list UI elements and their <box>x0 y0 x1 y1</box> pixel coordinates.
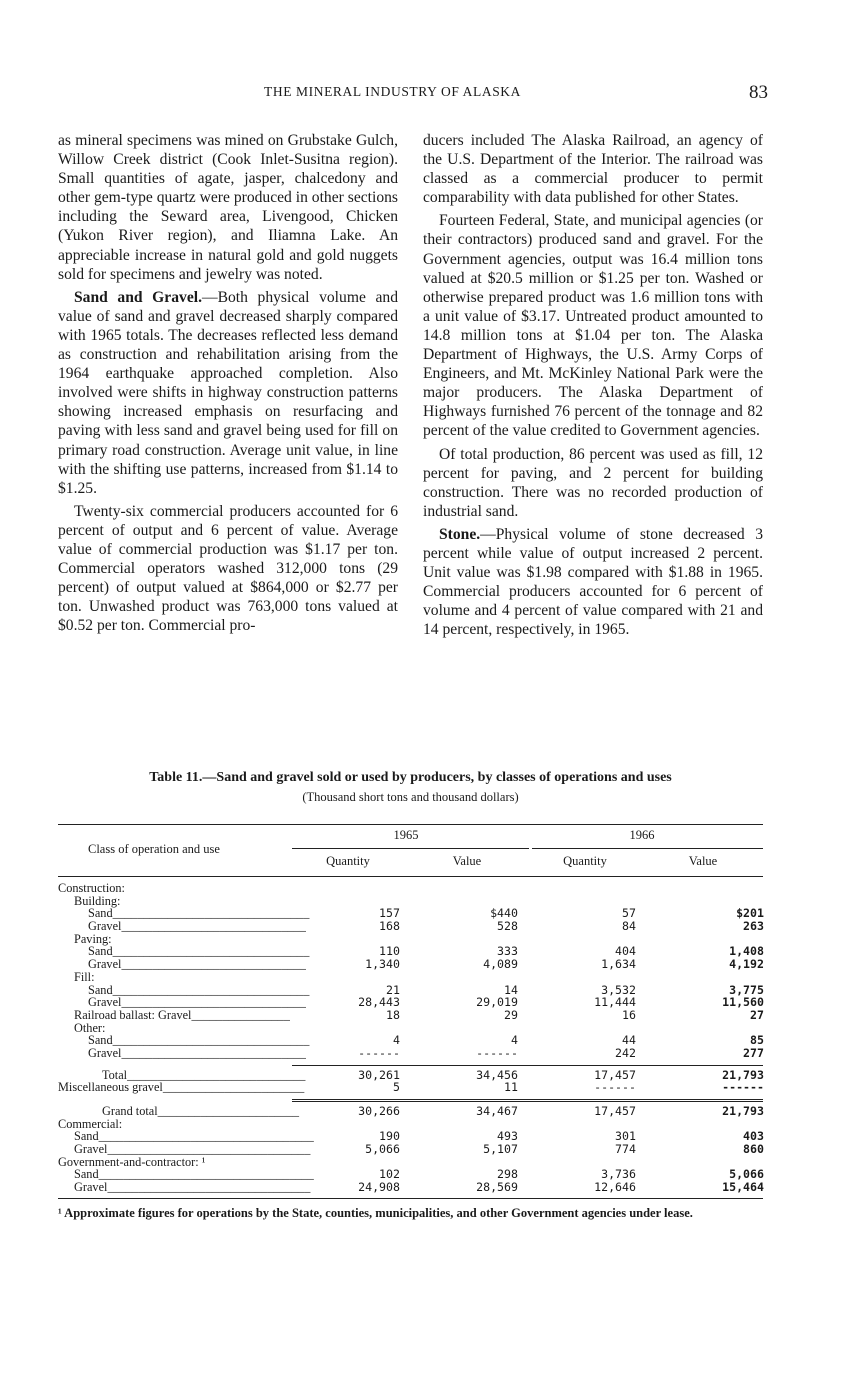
table-bottom-rule <box>58 1198 763 1199</box>
row-label: Miscellaneous gravel_______________________ <box>58 1080 305 1095</box>
grand-total-rule <box>292 1099 763 1102</box>
table-cell: 5 <box>393 1080 400 1095</box>
row-label: Railroad ballast: Gravel________________ <box>74 1007 290 1022</box>
column-header-quantity: Quantity <box>326 854 370 868</box>
column-header-1965: 1965 <box>393 828 419 842</box>
column-header-value: Value <box>452 854 482 868</box>
table-cell: 14 <box>504 982 518 997</box>
table-row <box>58 1081 763 1094</box>
table-cell: ------ <box>358 1045 400 1060</box>
paragraph-text: —Physical volume of stone decreased 3 percent while value of output increased 2 percent. Unit value was $1.98 compared with $1.88 in 1965. Commercial producers accounted for 6 percent of volume and 4 percent of value compared with 21 and 14 percent, respectively, in 1965. <box>423 525 763 639</box>
page-header <box>58 84 770 108</box>
table-cell: 34,456 <box>476 1067 518 1082</box>
table-row <box>58 1009 763 1022</box>
table-cell: 168 <box>379 919 400 934</box>
table-cell: 528 <box>497 919 518 934</box>
table-row <box>58 971 763 984</box>
column-header-value: Value <box>688 854 718 868</box>
paragraph: Fourteen Federal, State, and municipal agencies (or their contractors) produced sand and gravel. For the Government agencies, output was 16.4 million tons valued at $20.5 million or $1.25 per ton. Washed or otherwise prepared product was 1.6 million tons with a unit value of $3.17. Untreated product amounted to 14.8 million tons at $1.04 per ton. The Alaska Department of Highways, the U.S. Army Corps of Engineers, and Mt. McKinley National Park were the major producers. The Alaska Department of Highways furnished 76 percent of the tonnage and 82 percent of the value credited to Government agencies. <box>423 212 763 440</box>
table-cell: ------ <box>594 1080 636 1095</box>
table-cell: 30,266 <box>358 1104 400 1118</box>
paragraph: Twenty-six commercial producers accounted for 6 percent of output and 6 percent of value. Average value of commercial production was $1.17 per ton. Commercial operators washed 312,000 tons (29 percent) of output valued at $864,000 or $2.77 per ton. Unwashed product was 763,000 tons valued at $0.52 per ton. Commercial pro- <box>58 502 398 635</box>
table-cell: 493 <box>497 1129 518 1144</box>
row-label: Gravel_________________________________ <box>74 1180 311 1195</box>
table-cell: 102 <box>379 1167 400 1182</box>
section-heading: Sand and Gravel. <box>74 288 202 306</box>
table-cell: 190 <box>379 1129 400 1144</box>
section-heading: Stone. <box>439 525 481 543</box>
table-cell: 157 <box>379 906 400 921</box>
table-cell: 17,457 <box>594 1104 636 1118</box>
table-row <box>58 1143 763 1156</box>
table-cell: 21,793 <box>722 1104 764 1118</box>
table-cell: 84 <box>622 919 636 934</box>
row-label: Sand___________________________________ <box>74 1129 314 1144</box>
table-cell: 24,908 <box>358 1180 400 1195</box>
row-label: Gravel______________________________ <box>88 1045 306 1060</box>
row-label: Fill: <box>74 969 95 984</box>
row-label: Building: <box>74 893 121 908</box>
table-cell: 30,261 <box>358 1067 400 1082</box>
table-cell: 28,569 <box>476 1180 518 1195</box>
table-cell: 301 <box>615 1129 636 1144</box>
table-cell: 18 <box>386 1007 400 1022</box>
table-cell: 1,340 <box>365 957 400 972</box>
table-cell: 29 <box>504 1007 518 1022</box>
table-title: Table 11.—Sand and gravel sold or used by producers, by classes of operations and uses <box>149 770 672 785</box>
row-label: Gravel______________________________ <box>88 995 306 1010</box>
table-cell: 17,457 <box>594 1067 636 1082</box>
paragraph <box>58 288 398 498</box>
table-row <box>58 996 763 1009</box>
paragraph: ducers included The Alaska Railroad, an agency of the U.S. Department of the Interior. The railroad was classed as a commercial producer to permit comparability with data published for other States. <box>423 132 763 207</box>
table-header-rule <box>58 876 763 877</box>
row-label: Paving: <box>74 931 112 946</box>
table-cell: 5,066 <box>729 1167 764 1182</box>
row-label: Construction: <box>58 881 125 895</box>
table-cell: 1,634 <box>601 957 636 972</box>
table-row <box>58 882 763 895</box>
table-cell: 57 <box>622 906 636 921</box>
paragraph <box>423 525 763 640</box>
row-label: Sand________________________________ <box>88 982 310 997</box>
table-cell: 12,646 <box>594 1180 636 1195</box>
running-title: THE MINERAL INDUSTRY OF ALASKA <box>264 84 522 99</box>
table-cell: 16 <box>622 1007 636 1022</box>
table-cell: 403 <box>743 1129 764 1144</box>
row-label: Grand total_______________________ <box>102 1104 300 1118</box>
table-cell: 21,793 <box>722 1067 764 1082</box>
row-label: Sand________________________________ <box>88 944 310 959</box>
table-row <box>58 1181 763 1194</box>
table-cell: 85 <box>750 1033 764 1048</box>
row-label: Gravel______________________________ <box>88 919 306 934</box>
table-cell: 5,107 <box>483 1142 518 1157</box>
table-cell: $201 <box>736 906 764 921</box>
table-cell: 27 <box>750 1007 764 1022</box>
table-cell: 3,532 <box>601 982 636 997</box>
table-cell: ------ <box>722 1080 764 1095</box>
table-cell: 242 <box>615 1045 636 1060</box>
table-body <box>58 882 763 1199</box>
table-cell: 15,464 <box>722 1180 764 1195</box>
column-header-quantity: Quantity <box>563 854 607 868</box>
table-cell: 3,736 <box>601 1167 636 1182</box>
table-cell: 298 <box>497 1167 518 1182</box>
row-label: Other: <box>74 1020 106 1035</box>
table-cell: 3,775 <box>729 982 764 997</box>
row-label: Gravel______________________________ <box>88 957 306 972</box>
table-row <box>58 1047 763 1060</box>
table-footnote: ¹ Approximate figures for operations by the State, counties, municipalities, and other Government agencies under lease. <box>58 1206 693 1220</box>
table-cell: 263 <box>743 919 764 934</box>
row-label: Commercial: <box>58 1116 123 1131</box>
table-cell: 5,066 <box>365 1142 400 1157</box>
left-column <box>58 131 398 639</box>
table-cell: 11,560 <box>722 995 764 1010</box>
table-cell: 333 <box>497 944 518 959</box>
row-label: Sand________________________________ <box>88 906 310 921</box>
row-label: Sand________________________________ <box>88 1033 310 1048</box>
year-rule <box>532 848 763 849</box>
paragraph: Of total production, 86 percent was used as fill, 12 percent for paving, and 2 percent for building construction. There was no recorded production of industrial sand. <box>423 445 763 520</box>
table-header <box>58 824 763 876</box>
page-number: 83 <box>749 82 768 103</box>
total-rule <box>292 1065 763 1066</box>
table-row <box>58 920 763 933</box>
table-cell: 11,444 <box>594 995 636 1010</box>
table-cell: 44 <box>622 1033 636 1048</box>
table-cell: ------ <box>476 1045 518 1060</box>
table-cell: 404 <box>615 944 636 959</box>
paragraph-text: —Both physical volume and value of sand and gravel decreased sharply compared with 1965 totals. The decreases reflected less demand as construction and rehabilitation arising from the 1964 earthquake approached completion. Also involved were shifts in highway construction patterns showing increased emphasis on resurfacing and paving with less sand and gravel being used for fill on primary road construction. Average unit value, in line with the shifting use patterns, increased from $1.14 to $1.25. <box>58 288 398 497</box>
table-cell: $440 <box>490 906 518 921</box>
table-cell: 774 <box>615 1142 636 1157</box>
column-header-class: Class of operation and use <box>88 842 220 856</box>
row-label: Sand___________________________________ <box>74 1167 314 1182</box>
table-cell: 29,019 <box>476 995 518 1010</box>
paragraph: as mineral specimens was mined on Grubstake Gulch, Willow Creek district (Cook Inlet-Susitna region). Small quantities of agate, jasper, chalcedony and other gem-type quartz were produced in other sections including the Seward area, Livengood, Chicken (Yukon River region), and Iliamna Lake. An appreciable increase in natural gold and gold nuggets sold for specimens and jewelry was noted. <box>58 132 398 283</box>
table-cell: 11 <box>504 1080 518 1095</box>
row-label: Total_____________________________ <box>102 1067 306 1082</box>
table-subtitle: (Thousand short tons and thousand dollars) <box>302 790 519 804</box>
table-cell: 4,192 <box>729 957 764 972</box>
year-rule <box>292 848 529 849</box>
table-cell: 4 <box>393 1033 400 1048</box>
table-cell: 4,089 <box>483 957 518 972</box>
table-row <box>58 958 763 971</box>
table-cell: 110 <box>379 944 400 959</box>
table-cell: 1,408 <box>729 944 764 959</box>
table-cell: 28,443 <box>358 995 400 1010</box>
table-cell: 4 <box>511 1033 518 1048</box>
table-cell: 860 <box>743 1142 764 1157</box>
column-header-1966: 1966 <box>629 828 655 842</box>
row-label: Gravel_________________________________ <box>74 1142 311 1157</box>
right-column <box>423 131 763 643</box>
table-row <box>58 1105 763 1118</box>
table-cell: 277 <box>743 1045 764 1060</box>
row-label: Government-and-contractor: ¹ <box>58 1154 206 1169</box>
table-cell: 34,467 <box>476 1104 518 1118</box>
table-cell: 21 <box>386 982 400 997</box>
